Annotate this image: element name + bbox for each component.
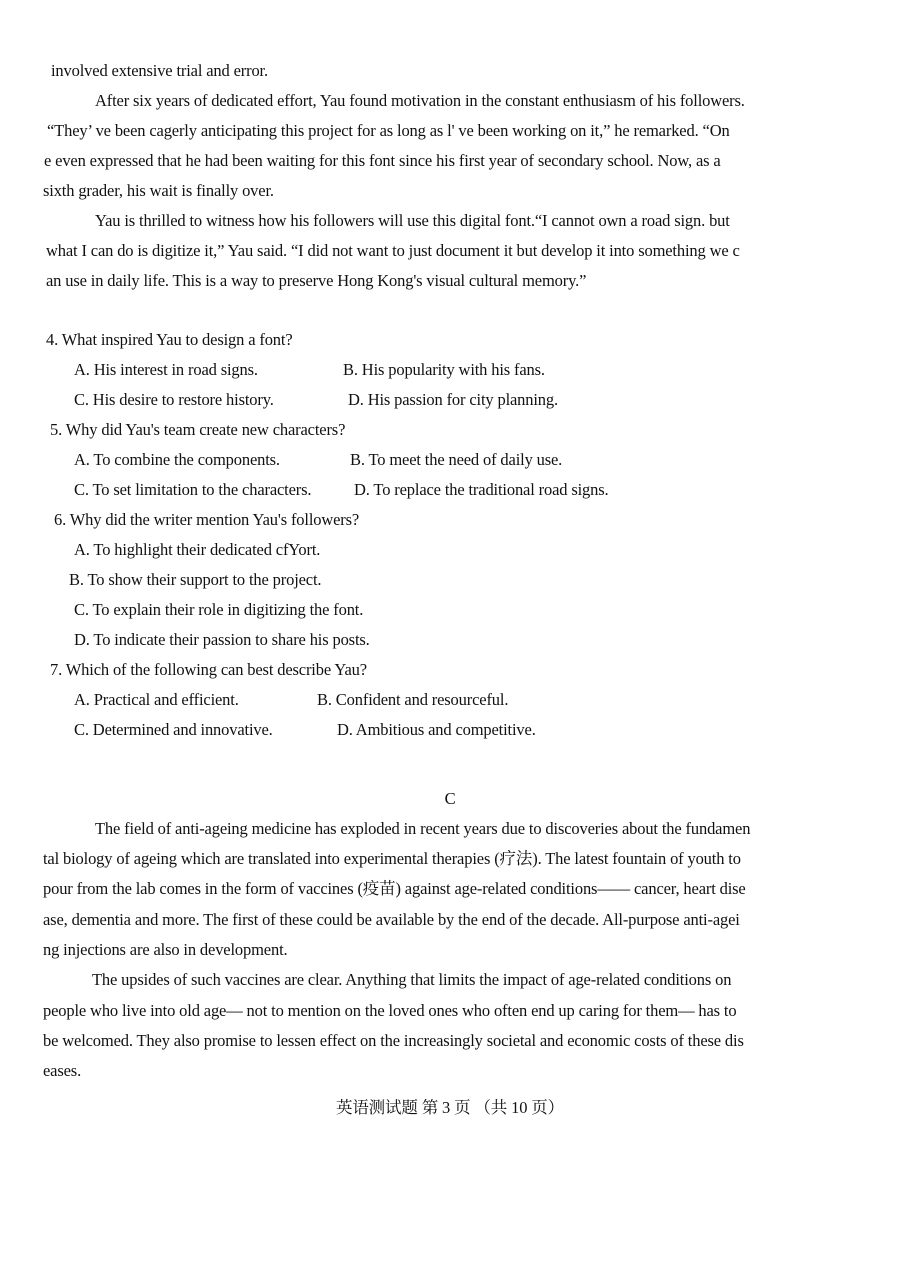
- option-a: A. Practical and efficient.: [74, 690, 239, 709]
- option-d: D. To indicate their passion to share his posts.: [74, 630, 370, 649]
- question-stem: 4. What inspired Yau to design a font?: [46, 330, 293, 349]
- option-c: C. To set limitation to the characters.: [74, 480, 312, 499]
- paragraph-line: be welcomed. They also promise to lessen effect on the increasingly societal and economic costs of these dis: [43, 1031, 744, 1050]
- question-stem: 5. Why did Yau's team create new characters?: [50, 420, 346, 439]
- paragraph-line: sixth grader, his wait is finally over.: [43, 181, 274, 200]
- paragraph-line: people who live into old age— not to mention on the loved ones who often end up caring for them— has to: [43, 1001, 737, 1020]
- paragraph-line: After six years of dedicated effort, Yau found motivation in the constant enthusiasm of his followers.: [95, 91, 745, 110]
- option-b: B. His popularity with his fans.: [343, 360, 545, 379]
- paragraph-line: The upsides of such vaccines are clear. Anything that limits the impact of age-related conditions on: [92, 970, 732, 989]
- paragraph-line: what I can do is digitize it,” Yau said. “I did not want to just document it but develop it into something we c: [46, 241, 740, 260]
- paragraph-line: “They’ ve been cagerly anticipating this project for as long as l' ve been working on it,” he remarked. “On: [47, 121, 730, 140]
- section-heading: C: [444, 789, 456, 808]
- option-c: C. His desire to restore history.: [74, 390, 274, 409]
- page-footer: 英语测试题 第 3 页 （共 10 页）: [335, 1098, 564, 1117]
- question-stem: 7. Which of the following can best describe Yau?: [50, 660, 367, 679]
- paragraph-line: e even expressed that he had been waiting for this font since his first year of secondary school. Now, as a: [44, 151, 721, 170]
- question-stem: 6. Why did the writer mention Yau's followers?: [54, 510, 360, 529]
- paragraph-line: an use in daily life. This is a way to preserve Hong Kong's visual cultural memory.”: [46, 271, 587, 290]
- option-b: B. Confident and resourceful.: [317, 690, 509, 709]
- paragraph-line: eases.: [43, 1061, 82, 1080]
- option-a: A. His interest in road signs.: [74, 360, 258, 379]
- option-b: B. To meet the need of daily use.: [350, 450, 563, 469]
- paragraph-line: ng injections are also in development.: [43, 940, 288, 959]
- option-c: C. To explain their role in digitizing the font.: [74, 600, 364, 619]
- option-c: C. Determined and innovative.: [74, 720, 273, 739]
- paragraph-line: tal biology of ageing which are translated into experimental therapies (疗法). The latest fountain of youth to: [43, 849, 741, 868]
- paragraph-line: involved extensive trial and error.: [51, 61, 268, 80]
- paragraph-line: The field of anti-ageing medicine has exploded in recent years due to discoveries about the fundamen: [95, 819, 751, 838]
- paragraph-line: Yau is thrilled to witness how his followers will use this digital font.“I cannot own a road sign. but: [95, 211, 730, 230]
- option-d: D. To replace the traditional road signs.: [354, 480, 609, 499]
- option-b: B. To show their support to the project.: [69, 570, 322, 589]
- paragraph-line: ase, dementia and more. The first of these could be available by the end of the decade. All-purpose anti-agei: [43, 910, 740, 929]
- option-a: A. To highlight their dedicated cfYort.: [74, 540, 321, 559]
- option-d: D. His passion for city planning.: [348, 390, 558, 409]
- paragraph-line: pour from the lab comes in the form of vaccines (疫苗) against age-related conditions—— cancer, heart dise: [43, 879, 746, 898]
- option-d: D. Ambitious and competitive.: [337, 720, 536, 739]
- option-a: A. To combine the components.: [74, 450, 280, 469]
